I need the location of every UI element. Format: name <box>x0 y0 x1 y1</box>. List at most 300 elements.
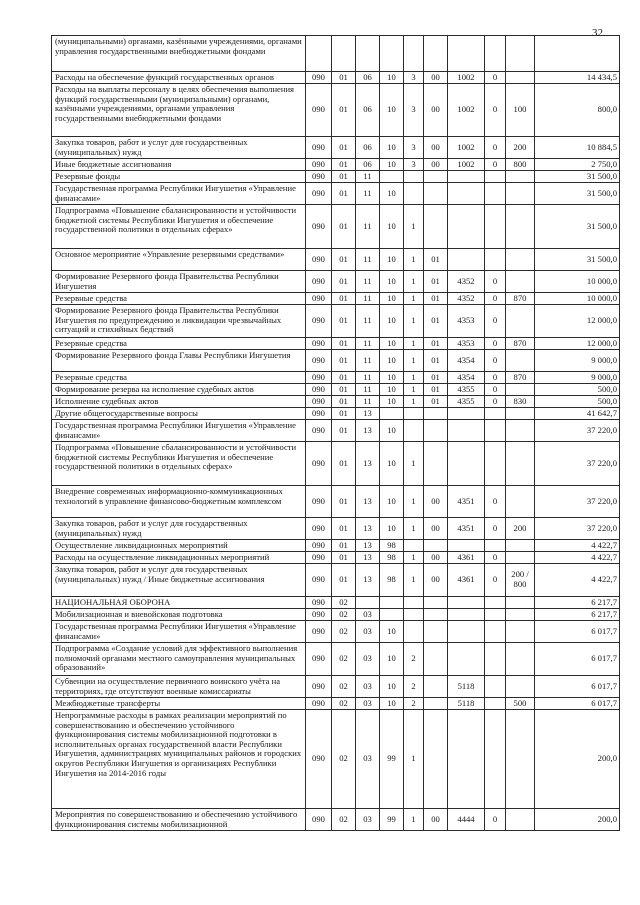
code-csr3: 01 <box>424 384 448 396</box>
row-amount: 4 422,7 <box>535 540 620 552</box>
table-row <box>52 609 620 621</box>
code-vr <box>506 183 535 205</box>
row-amount: 6 217,7 <box>535 597 620 609</box>
code-csr1 <box>380 171 404 183</box>
code-csr3 <box>424 540 448 552</box>
code-grbs: 090 <box>306 597 332 609</box>
code-csr4: 1002 <box>448 72 485 84</box>
code-grbs: 090 <box>306 420 332 442</box>
code-rz <box>332 36 356 72</box>
row-name: Резервные средства <box>52 293 306 305</box>
code-grbs: 090 <box>306 809 332 831</box>
table-row <box>52 249 620 271</box>
code-csr1: 10 <box>380 350 404 372</box>
row-amount: 37 220,0 <box>535 518 620 540</box>
code-csr5: 0 <box>485 486 506 518</box>
budget-table <box>51 35 620 831</box>
code-pr <box>356 597 380 609</box>
code-csr4: 4351 <box>448 486 485 518</box>
code-csr3: 00 <box>424 72 448 84</box>
code-rz: 02 <box>332 710 356 809</box>
row-amount: 2 750,0 <box>535 159 620 171</box>
code-csr5: 0 <box>485 518 506 540</box>
code-csr1: 10 <box>380 183 404 205</box>
code-pr: 06 <box>356 72 380 84</box>
code-csr5 <box>485 442 506 486</box>
code-vr <box>506 384 535 396</box>
code-csr2: 2 <box>404 676 424 698</box>
code-csr1 <box>380 408 404 420</box>
code-csr4 <box>448 442 485 486</box>
code-csr4 <box>448 710 485 809</box>
row-name: Непрограммные расходы в рамках реализации мероприятий по совершенствованию и обеспечению устойчивого функционирования системы мобилизационной подготовки в исполнительных органах государственной власти Республики Ингушетия, администрациях муниципальных районов и городских округов Республики Ингушетия и организациях Республики Ингушетия на 2014-2016 годы <box>52 710 306 809</box>
code-grbs: 090 <box>306 84 332 137</box>
code-pr: 11 <box>356 372 380 384</box>
table-row <box>52 350 620 372</box>
row-name: Другие общегосударственные вопросы <box>52 408 306 420</box>
table-row <box>52 597 620 609</box>
code-csr1: 10 <box>380 621 404 643</box>
code-rz: 02 <box>332 609 356 621</box>
code-csr2: 1 <box>404 249 424 271</box>
code-csr3: 00 <box>424 159 448 171</box>
table-row <box>52 384 620 396</box>
code-csr5 <box>485 710 506 809</box>
code-csr5 <box>485 609 506 621</box>
code-rz: 01 <box>332 72 356 84</box>
table-row <box>52 293 620 305</box>
code-grbs: 090 <box>306 305 332 338</box>
code-csr4 <box>448 205 485 249</box>
row-name: Основное мероприятие «Управление резервными средствами» <box>52 249 306 271</box>
code-vr <box>506 643 535 676</box>
row-amount: 31 500,0 <box>535 249 620 271</box>
code-csr4 <box>448 609 485 621</box>
row-name: Исполнение судебных актов <box>52 396 306 408</box>
code-csr4: 4354 <box>448 350 485 372</box>
code-pr: 06 <box>356 159 380 171</box>
code-csr5 <box>485 171 506 183</box>
code-vr <box>506 710 535 809</box>
code-csr5 <box>485 540 506 552</box>
code-csr3: 01 <box>424 293 448 305</box>
code-csr5 <box>485 249 506 271</box>
code-csr3: 00 <box>424 552 448 564</box>
code-csr2 <box>404 408 424 420</box>
code-csr2: 1 <box>404 564 424 597</box>
code-csr2: 1 <box>404 396 424 408</box>
row-name: Подпрограмма «Создание условий для эффективного выполнения полномочий органами местного самоуправления муниципальных образований» <box>52 643 306 676</box>
code-csr4 <box>448 183 485 205</box>
row-name: Резервные средства <box>52 338 306 350</box>
code-csr5: 0 <box>485 564 506 597</box>
code-rz: 01 <box>332 271 356 293</box>
row-name: Резервные фонды <box>52 171 306 183</box>
code-csr3 <box>424 420 448 442</box>
code-csr2: 3 <box>404 159 424 171</box>
code-csr4 <box>448 540 485 552</box>
code-rz: 01 <box>332 408 356 420</box>
code-csr1: 10 <box>380 486 404 518</box>
code-grbs: 090 <box>306 564 332 597</box>
table-row <box>52 486 620 518</box>
code-csr3: 00 <box>424 518 448 540</box>
code-csr1: 10 <box>380 84 404 137</box>
table-row <box>52 84 620 137</box>
code-csr2: 1 <box>404 338 424 350</box>
code-vr: 200 / 800 <box>506 564 535 597</box>
table-row <box>52 540 620 552</box>
code-csr2 <box>404 609 424 621</box>
code-csr3 <box>424 408 448 420</box>
code-csr1: 10 <box>380 249 404 271</box>
page-number: 32 <box>592 27 603 39</box>
code-grbs: 090 <box>306 676 332 698</box>
row-amount: 200,0 <box>535 710 620 809</box>
table-row <box>52 338 620 350</box>
code-rz: 02 <box>332 643 356 676</box>
row-name: Формирование Резервного фонда Правительства Республики Ингушетия <box>52 271 306 293</box>
code-csr3 <box>424 442 448 486</box>
code-vr: 830 <box>506 396 535 408</box>
table-row <box>52 710 620 809</box>
row-name: Государственная программа Республики Ингушетия «Управление финансами» <box>52 183 306 205</box>
code-vr <box>506 676 535 698</box>
code-csr5: 0 <box>485 72 506 84</box>
code-csr3: 00 <box>424 84 448 137</box>
code-csr3: 00 <box>424 137 448 159</box>
row-amount: 9 000,0 <box>535 372 620 384</box>
row-amount: 800,0 <box>535 84 620 137</box>
code-csr1: 99 <box>380 710 404 809</box>
code-rz: 02 <box>332 676 356 698</box>
code-csr1: 10 <box>380 137 404 159</box>
row-name: Субвенции на осуществление первичного воинского учёта на территориях, где отсутствуют военные комиссариаты <box>52 676 306 698</box>
table-row <box>52 552 620 564</box>
row-amount: 4 422,7 <box>535 552 620 564</box>
code-rz: 01 <box>332 249 356 271</box>
code-grbs: 090 <box>306 552 332 564</box>
code-vr: 200 <box>506 137 535 159</box>
code-pr: 06 <box>356 137 380 159</box>
code-rz: 01 <box>332 159 356 171</box>
code-csr2: 1 <box>404 293 424 305</box>
code-grbs: 090 <box>306 621 332 643</box>
code-csr1 <box>380 36 404 72</box>
code-csr4: 4355 <box>448 396 485 408</box>
code-csr1: 10 <box>380 159 404 171</box>
row-name: Подпрограмма «Повышение сбалансированности и устойчивости бюджетной системы Республики Ингушетия и обеспечение государственной политики в отдельных сферах» <box>52 442 306 486</box>
code-pr: 06 <box>356 84 380 137</box>
code-grbs: 090 <box>306 408 332 420</box>
code-pr: 13 <box>356 518 380 540</box>
code-csr1: 10 <box>380 205 404 249</box>
code-pr: 03 <box>356 643 380 676</box>
code-csr5 <box>485 183 506 205</box>
row-name: Закупка товаров, работ и услуг для государственных (муниципальных) нужд / Иные бюджетные ассигнования <box>52 564 306 597</box>
code-csr4 <box>448 420 485 442</box>
code-csr4 <box>448 171 485 183</box>
row-name: Формирование резерва на исполнение судебных актов <box>52 384 306 396</box>
code-csr5: 0 <box>485 384 506 396</box>
code-pr: 11 <box>356 183 380 205</box>
code-csr4 <box>448 408 485 420</box>
row-name: Внедрение современных информационно-коммуникационных технологий в управление финансово-бюджетным комплексом <box>52 486 306 518</box>
code-rz: 01 <box>332 137 356 159</box>
code-rz: 01 <box>332 338 356 350</box>
code-csr3 <box>424 643 448 676</box>
table-row <box>52 159 620 171</box>
table-row <box>52 36 620 72</box>
code-grbs: 090 <box>306 183 332 205</box>
code-csr1: 10 <box>380 372 404 384</box>
code-csr3 <box>424 676 448 698</box>
row-amount: 12 000,0 <box>535 305 620 338</box>
code-grbs: 090 <box>306 540 332 552</box>
code-csr1: 10 <box>380 643 404 676</box>
code-rz: 01 <box>332 396 356 408</box>
code-csr3: 01 <box>424 305 448 338</box>
row-amount: 6 017,7 <box>535 698 620 710</box>
code-pr: 13 <box>356 564 380 597</box>
code-vr <box>506 408 535 420</box>
code-vr <box>506 540 535 552</box>
code-csr1: 98 <box>380 564 404 597</box>
code-csr5 <box>485 698 506 710</box>
code-csr5: 0 <box>485 84 506 137</box>
code-rz: 01 <box>332 293 356 305</box>
code-pr: 03 <box>356 676 380 698</box>
code-csr1: 10 <box>380 271 404 293</box>
code-pr: 13 <box>356 552 380 564</box>
code-csr4: 1002 <box>448 159 485 171</box>
code-csr1: 98 <box>380 540 404 552</box>
code-vr <box>506 72 535 84</box>
code-pr: 11 <box>356 338 380 350</box>
code-csr5: 0 <box>485 350 506 372</box>
code-csr2: 1 <box>404 271 424 293</box>
code-csr2 <box>404 540 424 552</box>
code-csr3: 01 <box>424 350 448 372</box>
code-csr5 <box>485 643 506 676</box>
table-row <box>52 698 620 710</box>
code-csr1: 98 <box>380 552 404 564</box>
row-amount: 500,0 <box>535 384 620 396</box>
row-name: (муниципальными) органами, казёнными учреждениями, органами управления государственными внебюджетными фондами <box>52 36 306 72</box>
code-rz: 01 <box>332 486 356 518</box>
code-csr4: 4361 <box>448 552 485 564</box>
code-grbs: 090 <box>306 350 332 372</box>
code-csr3 <box>424 183 448 205</box>
code-csr2: 1 <box>404 350 424 372</box>
row-amount: 14 434,5 <box>535 72 620 84</box>
table-row <box>52 183 620 205</box>
code-grbs <box>306 36 332 72</box>
code-csr3 <box>424 171 448 183</box>
code-rz: 01 <box>332 518 356 540</box>
code-grbs: 090 <box>306 384 332 396</box>
code-grbs: 090 <box>306 171 332 183</box>
code-pr: 03 <box>356 710 380 809</box>
code-pr: 11 <box>356 249 380 271</box>
code-grbs: 090 <box>306 710 332 809</box>
code-csr3 <box>424 36 448 72</box>
code-vr <box>506 36 535 72</box>
code-csr5 <box>485 621 506 643</box>
code-vr <box>506 205 535 249</box>
code-pr: 13 <box>356 540 380 552</box>
code-grbs: 090 <box>306 442 332 486</box>
code-csr2 <box>404 621 424 643</box>
code-csr5: 0 <box>485 305 506 338</box>
code-rz: 01 <box>332 564 356 597</box>
row-amount: 31 500,0 <box>535 171 620 183</box>
code-grbs: 090 <box>306 159 332 171</box>
row-amount: 31 500,0 <box>535 183 620 205</box>
budget-table-body <box>52 36 620 831</box>
code-csr2: 1 <box>404 809 424 831</box>
code-csr4 <box>448 36 485 72</box>
code-csr5: 0 <box>485 372 506 384</box>
code-csr4: 4351 <box>448 518 485 540</box>
code-pr: 11 <box>356 396 380 408</box>
row-name: Подпрограмма «Повышение сбалансированности и устойчивости бюджетной системы Республики Ингушетия и обеспечение государственной политики в отдельных сферах» <box>52 205 306 249</box>
code-rz: 01 <box>332 350 356 372</box>
code-vr <box>506 609 535 621</box>
code-csr1: 10 <box>380 420 404 442</box>
code-csr4: 4353 <box>448 305 485 338</box>
code-csr2 <box>404 171 424 183</box>
row-name: Закупка товаров, работ и услуг для государственных (муниципальных) нужд <box>52 518 306 540</box>
code-csr4: 4353 <box>448 338 485 350</box>
table-row <box>52 643 620 676</box>
code-vr <box>506 171 535 183</box>
row-amount: 37 220,0 <box>535 442 620 486</box>
table-row <box>52 372 620 384</box>
table-row <box>52 271 620 293</box>
row-name: Государственная программа Республики Ингушетия «Управление финансами» <box>52 420 306 442</box>
code-grbs: 090 <box>306 249 332 271</box>
code-rz: 01 <box>332 420 356 442</box>
code-vr <box>506 271 535 293</box>
table-row <box>52 420 620 442</box>
row-name: Расходы на обеспечение функций государственных органов <box>52 72 306 84</box>
code-csr5: 0 <box>485 552 506 564</box>
code-grbs: 090 <box>306 372 332 384</box>
code-csr4: 4361 <box>448 564 485 597</box>
code-csr5 <box>485 36 506 72</box>
row-amount <box>535 36 620 72</box>
code-grbs: 090 <box>306 643 332 676</box>
code-csr2 <box>404 597 424 609</box>
row-amount: 6 017,7 <box>535 676 620 698</box>
code-csr3: 00 <box>424 486 448 518</box>
code-csr5 <box>485 597 506 609</box>
row-name: Формирование Резервного фонда Правительства Республики Ингушетия по предупреждению и ликвидации чрезвычайных ситуаций и стихийных бедствий <box>52 305 306 338</box>
code-csr1: 10 <box>380 338 404 350</box>
code-rz: 02 <box>332 698 356 710</box>
row-amount: 200,0 <box>535 809 620 831</box>
code-rz: 01 <box>332 372 356 384</box>
code-csr1: 10 <box>380 72 404 84</box>
code-csr1: 99 <box>380 809 404 831</box>
code-rz: 01 <box>332 384 356 396</box>
code-csr1: 10 <box>380 293 404 305</box>
code-csr1: 10 <box>380 698 404 710</box>
code-csr5: 0 <box>485 293 506 305</box>
code-pr: 03 <box>356 609 380 621</box>
code-csr4: 4354 <box>448 372 485 384</box>
code-csr2: 3 <box>404 137 424 159</box>
code-rz: 01 <box>332 84 356 137</box>
code-csr2: 2 <box>404 698 424 710</box>
code-csr1 <box>380 609 404 621</box>
code-csr2: 2 <box>404 643 424 676</box>
table-row <box>52 72 620 84</box>
table-row <box>52 205 620 249</box>
row-name: Резервные средства <box>52 372 306 384</box>
code-csr2: 3 <box>404 84 424 137</box>
code-vr <box>506 350 535 372</box>
code-csr1 <box>380 597 404 609</box>
code-csr2: 1 <box>404 372 424 384</box>
code-rz: 01 <box>332 205 356 249</box>
code-vr <box>506 597 535 609</box>
code-csr3 <box>424 698 448 710</box>
code-vr: 870 <box>506 293 535 305</box>
code-pr: 13 <box>356 442 380 486</box>
code-csr2: 1 <box>404 205 424 249</box>
code-csr1: 10 <box>380 676 404 698</box>
code-csr2 <box>404 183 424 205</box>
code-csr4 <box>448 643 485 676</box>
code-grbs: 090 <box>306 338 332 350</box>
code-rz: 01 <box>332 183 356 205</box>
code-vr <box>506 552 535 564</box>
code-grbs: 090 <box>306 137 332 159</box>
code-pr: 11 <box>356 293 380 305</box>
code-csr4: 4355 <box>448 384 485 396</box>
code-grbs: 090 <box>306 271 332 293</box>
code-csr1: 10 <box>380 396 404 408</box>
code-pr: 11 <box>356 384 380 396</box>
code-pr <box>356 36 380 72</box>
code-csr3 <box>424 205 448 249</box>
row-name: Мобилизационная и вневойсковая подготовка <box>52 609 306 621</box>
code-csr1: 10 <box>380 518 404 540</box>
row-name: Иные бюджетные ассигнования <box>52 159 306 171</box>
code-csr3 <box>424 609 448 621</box>
code-csr5 <box>485 676 506 698</box>
code-csr3: 00 <box>424 564 448 597</box>
code-vr: 100 <box>506 84 535 137</box>
code-rz: 01 <box>332 305 356 338</box>
code-pr: 03 <box>356 698 380 710</box>
row-name: Расходы на осуществление ликвидационных мероприятий <box>52 552 306 564</box>
code-csr2: 1 <box>404 442 424 486</box>
code-csr4: 1002 <box>448 137 485 159</box>
row-amount: 37 220,0 <box>535 486 620 518</box>
code-rz: 01 <box>332 171 356 183</box>
code-csr5: 0 <box>485 137 506 159</box>
table-row <box>52 137 620 159</box>
code-vr <box>506 486 535 518</box>
code-csr5: 0 <box>485 159 506 171</box>
code-csr4 <box>448 249 485 271</box>
code-csr3 <box>424 621 448 643</box>
code-csr4: 1002 <box>448 84 485 137</box>
code-csr3: 01 <box>424 338 448 350</box>
